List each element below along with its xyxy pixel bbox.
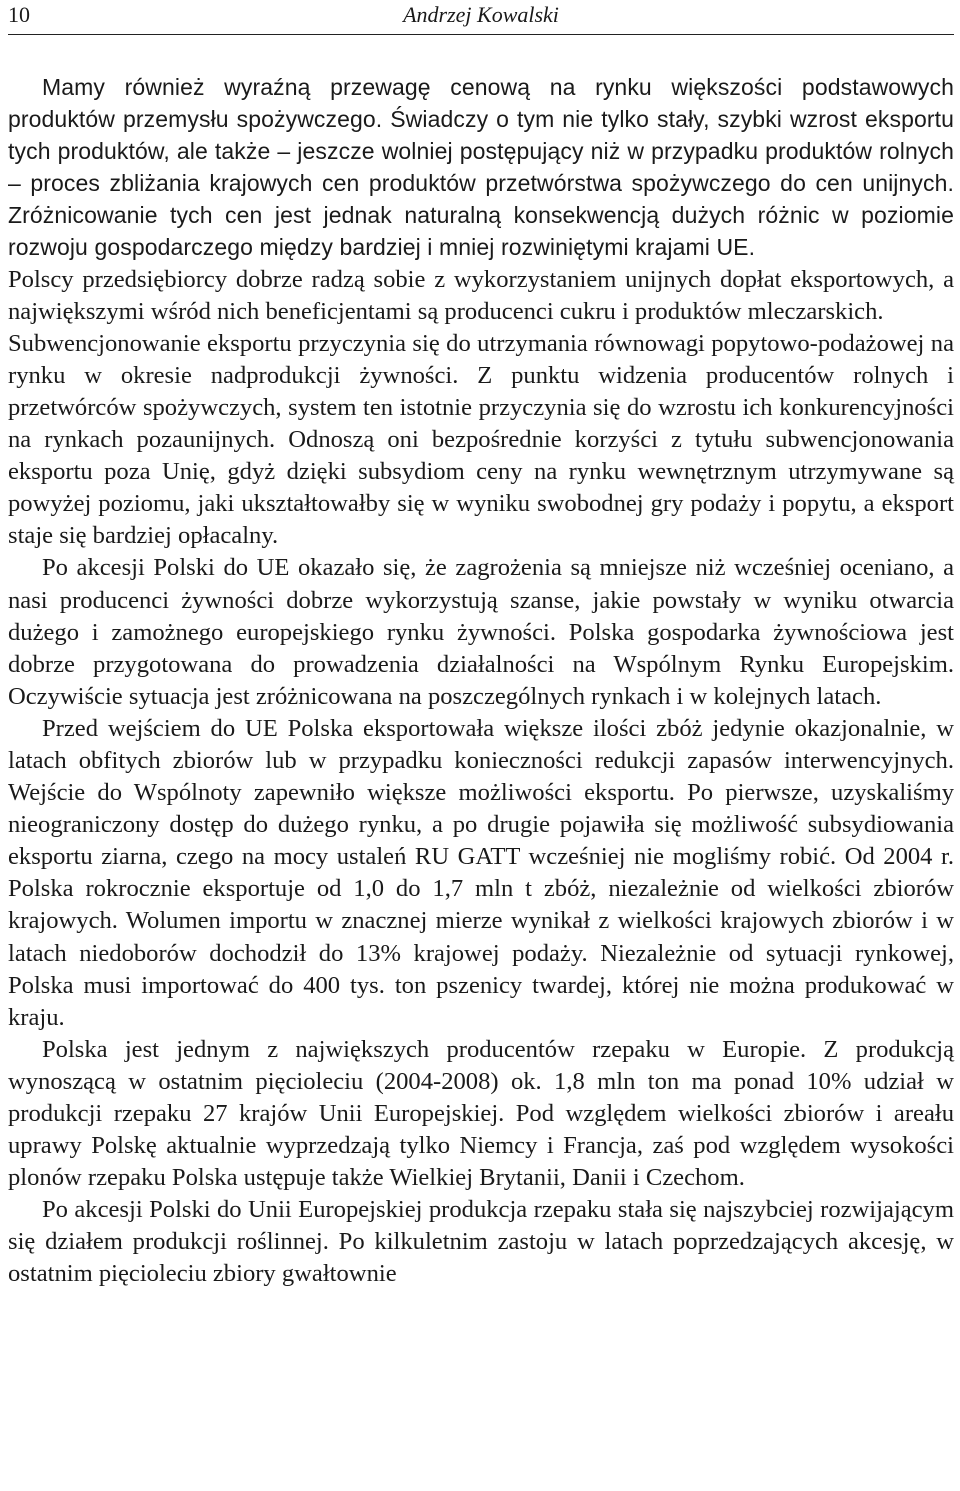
paragraph-7: Po akcesji Polski do Unii Europejskiej produkcja rzepaku stała się najszybciej rozwijającym się działem produkcji roślinnej. Po kilkuletnim zastoju w latach poprzedzających akcesję, w ostatnim pięcioleciu zbiory gwałtownie [8,1196,954,1288]
paragraph-5: Przed wejściem do UE Polska eksportowała większe ilości zbóż jedynie okazjonalnie, w latach obfitych zbiorów lub w przypadku konieczności redukcji zapasów interwencyjnych. Wejście do Wspólnoty zapewniło większe możliwości eksportu. Po pierwsze, uzyskaliśmy nieograniczony dostęp do dużego rynku, a po drugie pojawiła się możliwość subsydiowania eksportu ziarna, czego na mocy ustaleń RU GATT wcześniej nie mogliśmy robić. Od 2004 r. Polska rokrocznie eksportuje od 1,0 do 1,7 mln t zbóż, niezależnie od wielkości zbiorów krajowych. Wolumen importu w znacznej mierze wynikał z wielkości krajowych zbiorów i w latach niedoborów dochodził do 13% krajowej podaży. Niezależnie od sytuacji rynkowej, Polska musi importować do 400 tys. ton pszenicy twardej, której nie można produkować w kraju. [8,714,954,1031]
paragraph-1: Mamy również wyraźną przewagę cenową na rynku większości podstawowych produktów przemysłu spożywczego. Świadczy o tym nie tylko stały, szybki wzrost eksportu tych produktów, ale także – jeszcze wolniej postępujący niż w przypadku produktów rolnych – proces zbliżania krajowych cen produktów przetwórstwa spożywczego do cen unijnych. Zróżnicowanie tych cen jest jednak naturalną konsekwencją dużych różnic w poziomie rozwoju gospodarczego między bardziej i mniej rozwiniętymi krajami UE. [8,74,954,261]
running-header-author: Andrzej Kowalski [403,2,559,27]
paragraph-3: Subwencjonowanie eksportu przyczynia się do utrzymania równowagi popytowo-podażowej na rynku w okresie nadprodukcji żywności. Z punktu widzenia producentów rolnych i przetwórców spożywczych, system ten istotnie przyczynia się do wzrostu ich konkurencyjności na rynkach pozaunijnych. Odnoszą oni bezpośrednie korzyści z tytułu subwencjonowania eksportu poza Unię, gdyż dzięki subsydiom ceny na rynku wewnętrznym utrzymywane są powyżej poziomu, jaki ukształtowałby się w wyniku swobodnej gry podaży i popytu, a eksport staje się bardziej opłacalny. [8,329,954,550]
paragraph-6: Polska jest jednym z największych producentów rzepaku w Europie. Z produkcją wynoszącą w ostatnim pięcioleciu (2004-2008) ok. 1,8 mln ton ma ponad 10% udział w produkcji rzepaku 27 krajów Unii Europejskiej. Pod względem wielkości zbiorów i areału uprawy Polskę aktualnie wyprzedzają tylko Niemcy i Francja, zaś pod względem wysokości plonów rzepaku Polska ustępuje także Wielkiej Brytanii, Danii i Czechom. [8,1035,954,1192]
body-text [8,71,954,1291]
document-page [8,0,954,1491]
paragraph-2: Polscy przedsiębiorcy dobrze radzą sobie z wykorzystaniem unijnych dopłat eksportowych, a największymi wśród nich beneficjentami są producenci cukru i produktów mleczarskich. [8,265,954,325]
paragraph-4: Po akcesji Polski do UE okazało się, że zagrożenia są mniejsze niż wcześniej oceniano, a nasi producenci żywności dobrze wykorzystują szanse, jakie powstały w wyniku otwarcia dużego i zamożnego europejskiego rynku żywności. Polska gospodarka żywnościowa jest dobrze przygotowana do prowadzenia działalności na Wspólnym Rynku Europejskim. Oczywiście sytuacja jest zróżnicowana na poszczególnych rynkach i w kolejnych latach. [8,554,954,710]
page-number: 10 [8,2,30,27]
running-header [8,0,954,35]
